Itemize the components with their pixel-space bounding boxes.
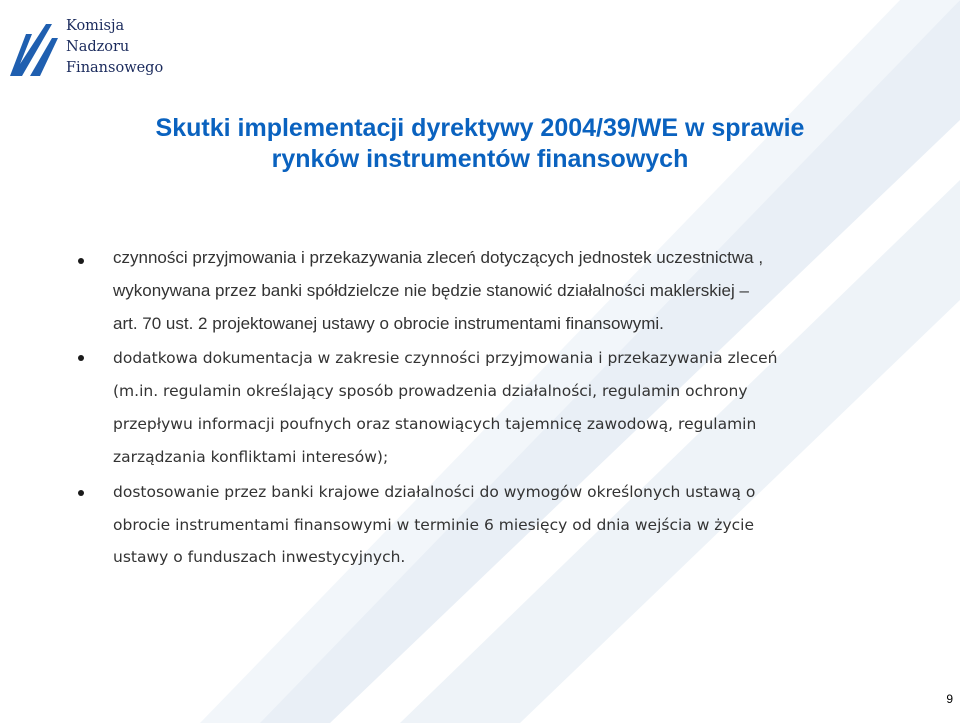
- bullet-3-line-2: obrocie instrumentami finansowymi w terminie 6 miesięcy od dnia wejścia w życie: [113, 516, 754, 534]
- bullet-2-line-2: (m.in. regulamin określający sposób prowadzenia działalności, regulamin ochrony: [113, 382, 748, 400]
- bullet-1-line-1: czynności przyjmowania i przekazywania zleceń dotyczących jednostek uczestnictwa ,: [113, 248, 764, 267]
- logo-line-3: Finansowego: [66, 60, 164, 76]
- title-line-1: Skutki implementacji dyrektywy 2004/39/WE w sprawie: [155, 114, 805, 142]
- title-line-2: rynków instrumentów finansowych: [271, 145, 689, 173]
- knf-logo-icon: [6, 20, 66, 80]
- bullet-2-line-4: zarządzania konfliktami interesów);: [113, 448, 389, 466]
- logo-line-2: Nadzoru: [66, 39, 130, 55]
- bullet-marker-3: [78, 490, 84, 496]
- logo: [6, 14, 166, 84]
- slide-title: [0, 113, 960, 175]
- bullet-2-line-3: przepływu informacji poufnych oraz stanowiących tajemnicę zawodową, regulamin: [113, 415, 757, 433]
- bullet-3-line-1: dostosowanie przez banki krajowe działalności do wymogów określonych ustawą o: [113, 483, 756, 501]
- bullet-3-line-3: ustawy o funduszach inwestycyjnych.: [113, 548, 406, 566]
- logo-line-1: Komisja: [66, 18, 125, 34]
- page-number: 9: [946, 692, 953, 706]
- bullet-marker-1: [78, 258, 84, 264]
- bullet-1-line-2: wykonywana przez banki spółdzielcze nie będzie stanowić działalności maklerskiej –: [113, 281, 749, 300]
- bullet-1-line-3: art. 70 ust. 2 projektowanej ustawy o obrocie instrumentami finansowymi.: [113, 314, 664, 333]
- bullet-2-line-1: dodatkowa dokumentacja w zakresie czynności przyjmowania i przekazywania zleceń: [113, 349, 778, 367]
- logo-text: [66, 16, 163, 79]
- bullet-marker-2: [78, 355, 84, 361]
